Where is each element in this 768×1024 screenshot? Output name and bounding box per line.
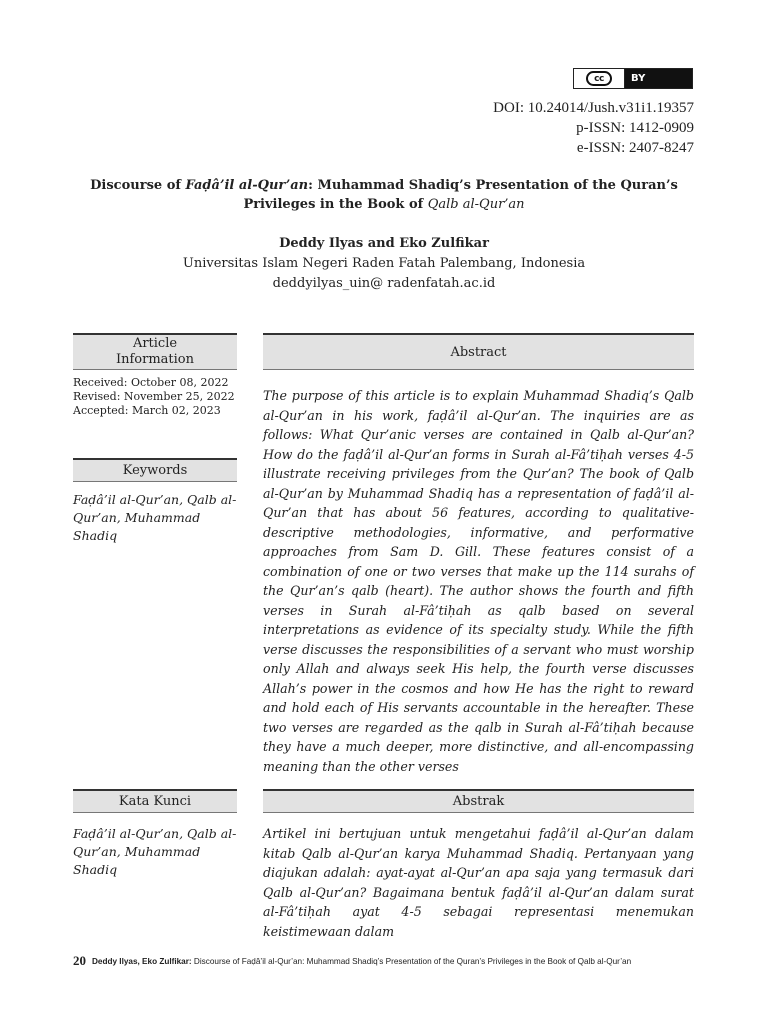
author-email: deddyilyas_uin@ radenfatah.ac.id [272, 276, 496, 291]
received-date: Received: October 08, 2022 [73, 376, 229, 389]
accepted-date: Accepted: March 02, 2023 [73, 404, 221, 417]
by-label: BY [625, 69, 692, 88]
footer-authors: Deddy Ilyas, Eko Zulfikar: [92, 957, 192, 966]
article-information-heading: Article Information [73, 333, 237, 370]
page-number: 20 [73, 953, 86, 968]
abstrak-text: Artikel ini bertujuan untuk mengetahui faḍâ’il al-Qur’an dalam kitab Qalb al-Qur’an karya Muhammad Shadiq. Pertanyaan yang diajukan adalah: ayat-ayat al-Qur’an apa saja yang termasuk dari Qalb al-Qur’an? Bagaimana bentuk faḍâ’il al-Qur’an dalam surat al-Fâ’tiḥah ayat 4-5 sebagai representasi menemukan keistimewaan dalam [263, 826, 694, 939]
abstract-text: The purpose of this article is to explain Muhammad Shadiq’s Qalb al-Qur’an in his work, faḍâ’il al-Qur’an. The inquiries are as follows: What Qur’anic verses are contained in Qalb al-Qur’an? How do the faḍâ’il al-Qur’an forms in Surah al-Fâ’tiḥah verses 4-5 illustrate receiving privileges from the Qur’an? The book of Qalb al-Qur’an by Muhammad Shadiq has a representation of faḍâ’il al-Qur’an that has about 56 features, according to qualitative-descriptive methodologies, informative, and performative approaches from Sam D. Gill. These features consist of a combination of one or two verses that make up the 114 surahs of the Qur’an’s qalb (heart). The author shows the fourth and fifth verses in Surah al-Fâ’tiḥah as qalb based on several interpretations as evidence of its specialty study. While the fifth verse discusses the responsibilities of a servant who must worship only Allah and always seek His help, the fourth verse discusses Allah’s power in the cosmos and how He has the right to reward and hold each of His servants accountable in the hereafter. These two verses are regarded as the qalb in Surah al-Fâ’tiḥah because they have a much deeper, more distinctive, and all-encompassing meaning than the other verses [263, 388, 694, 774]
author-block [60, 234, 708, 294]
footer-title: Discourse of Faḍâ’il al-Qur’an: Muhammad Shadiq’s Presentation of the Quran’s Privileges in the Book of Qalb al-Qur’an [191, 957, 632, 966]
creative-commons-icon: cc [586, 71, 612, 86]
doi: DOI: 10.24014/Jush.v31i1.19357 [493, 100, 694, 116]
revised-date: Revised: November 25, 2022 [73, 390, 235, 403]
kata-kunci-text: Faḍâ’il al-Qur’an, Qalb al-Qur’an, Muhammad Shadiq [73, 826, 237, 877]
p-issn: p-ISSN: 1412-0909 [576, 120, 694, 136]
journal-identifiers [493, 98, 694, 158]
keywords-text: Faḍâ’il al-Qur’an, Qalb al-Qur’an, Muhammad Shadiq [73, 492, 237, 543]
page-footer [73, 953, 631, 969]
cc-by-license-badge [573, 68, 693, 89]
keywords-heading: Keywords [73, 458, 237, 482]
kata-kunci-heading: Kata Kunci [73, 789, 237, 813]
abstract-heading: Abstract [263, 333, 694, 370]
author-names: Deddy Ilyas and Eko Zulfikar [279, 236, 489, 251]
affiliation: Universitas Islam Negeri Raden Fatah Palembang, Indonesia [182, 256, 586, 271]
article-title: Discourse of Faḍâ’il al-Qur’an: Muhammad Shadiq’s Presentation of the Quran’s Privileges in the Book of Qalb al-Qur’an [90, 178, 678, 212]
article-dates [73, 376, 237, 418]
e-issn: e-ISSN: 2407-8247 [576, 140, 694, 156]
abstrak-heading: Abstrak [263, 789, 694, 813]
